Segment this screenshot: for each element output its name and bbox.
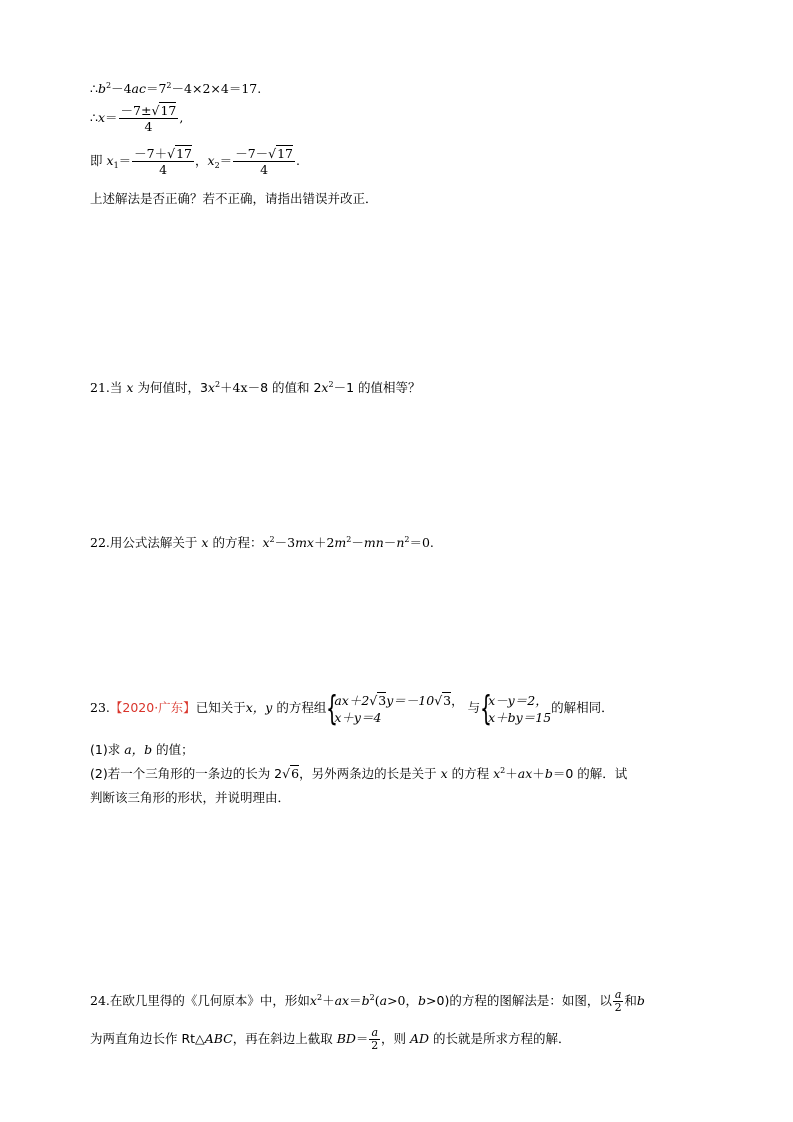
denominator: 4 bbox=[144, 119, 153, 134]
text: －1 的值相等？ bbox=[333, 380, 421, 395]
text: ＋ bbox=[505, 766, 518, 781]
text: － bbox=[351, 535, 364, 550]
text: －8 的值和 2 bbox=[247, 380, 322, 395]
exponent: 2 bbox=[369, 993, 375, 1002]
var-ax: ax bbox=[517, 766, 533, 781]
question-21 bbox=[90, 380, 421, 396]
text: 即 bbox=[90, 153, 103, 168]
text: ，则 bbox=[381, 1031, 407, 1046]
root2-fraction bbox=[233, 146, 295, 177]
text: ＋ bbox=[532, 766, 545, 781]
numerator: a bbox=[371, 1026, 378, 1039]
text: ， bbox=[195, 153, 208, 168]
var-ax: ax bbox=[334, 993, 350, 1008]
text: >0， bbox=[387, 993, 418, 1008]
x-formula-line bbox=[90, 103, 183, 134]
text: , bbox=[179, 110, 184, 125]
text: (1)求 bbox=[90, 742, 121, 757]
var-x: x bbox=[240, 380, 248, 395]
text: ＝ bbox=[349, 993, 362, 1008]
denominator: 4 bbox=[159, 162, 168, 177]
text: ＝ bbox=[105, 110, 118, 125]
text: ＝0. bbox=[409, 535, 434, 550]
sqrt: √6 bbox=[282, 766, 300, 781]
question-23-part-2-continued: 判断该三角形的形状，并说明理由． bbox=[90, 790, 291, 805]
radicand: 17 bbox=[277, 146, 294, 161]
text: ＝7 bbox=[145, 81, 167, 96]
a-over-2-fraction bbox=[613, 989, 624, 1014]
text: . bbox=[296, 153, 300, 168]
text: 的解相同． bbox=[551, 700, 614, 715]
question-24-line-1 bbox=[90, 984, 645, 1018]
question-20-prompt: 上述解法是否正确？若不正确，请指出错误并改正． bbox=[90, 191, 378, 206]
var-x: x bbox=[262, 535, 270, 550]
denominator: 4 bbox=[260, 162, 269, 177]
text: 为两直角边长作 Rt△ bbox=[90, 1031, 205, 1046]
exponent: 2 bbox=[105, 81, 112, 90]
radicand: 17 bbox=[160, 103, 177, 118]
text: ＝ bbox=[219, 153, 233, 168]
question-22 bbox=[90, 535, 434, 551]
numerator-text: －7± bbox=[120, 103, 152, 118]
brace-icon: { bbox=[480, 688, 493, 729]
denominator: 2 bbox=[371, 1039, 379, 1052]
sqrt: √17 bbox=[151, 103, 177, 118]
text: 的方程 bbox=[451, 766, 490, 781]
var-mx: mx bbox=[295, 535, 314, 550]
equation-system-2 bbox=[480, 688, 552, 729]
text: 在欧几里得的《几何原本》中，形如 bbox=[109, 993, 310, 1008]
var-ad: AD bbox=[410, 1031, 430, 1046]
text: 的方程： bbox=[212, 535, 263, 550]
question-number: 24. bbox=[90, 993, 110, 1008]
var-x: x bbox=[207, 380, 215, 395]
var-ac: ac bbox=[131, 81, 146, 96]
question-23-part-2 bbox=[90, 766, 627, 782]
text: ＋2 bbox=[313, 535, 335, 550]
var-b: b bbox=[97, 81, 106, 96]
text: ＋ bbox=[322, 993, 335, 1008]
var-n: n bbox=[396, 535, 405, 550]
brace-icon: { bbox=[326, 688, 339, 729]
var-abc: ABC bbox=[204, 1031, 233, 1046]
var-x: x bbox=[440, 766, 448, 781]
var-x: x bbox=[97, 110, 106, 125]
equation-system-1 bbox=[326, 688, 464, 729]
text: ，另外两条边的长是关于 bbox=[299, 766, 437, 781]
text: ＋4 bbox=[220, 380, 241, 395]
discriminant-line bbox=[90, 81, 261, 97]
a-over-2-fraction bbox=[369, 1027, 380, 1052]
text: 和 bbox=[624, 993, 637, 1008]
exponent: 2 bbox=[166, 81, 172, 90]
subscript: 2 bbox=[214, 161, 220, 170]
question-number: 22. bbox=[90, 535, 110, 550]
roots-line bbox=[90, 146, 300, 177]
text: (2)若一个三角形的一条边的长为 2 bbox=[90, 766, 283, 781]
therefore-symbol: ∴ bbox=[90, 81, 98, 96]
denominator: 2 bbox=[614, 1001, 622, 1014]
text: － bbox=[383, 535, 397, 550]
var-b: b bbox=[361, 993, 370, 1008]
var-b: b bbox=[544, 766, 553, 781]
exponent: 2 bbox=[328, 380, 334, 389]
radicand: 17 bbox=[176, 146, 192, 161]
var-x: x bbox=[126, 380, 134, 395]
text: 与 bbox=[467, 700, 481, 715]
var-b: b bbox=[418, 993, 427, 1008]
text: 用公式法解关于 bbox=[109, 535, 198, 550]
var-xy: x，y bbox=[245, 700, 273, 715]
sqrt: √17 bbox=[268, 146, 294, 161]
text: ，再在斜边上截取 bbox=[232, 1031, 333, 1046]
question-number: 21. bbox=[90, 380, 110, 395]
var-bd: BD bbox=[336, 1031, 356, 1046]
var-x: x bbox=[201, 535, 209, 550]
text: －4 bbox=[111, 81, 132, 96]
exponent: 2 bbox=[404, 535, 410, 544]
text: 为何值时，3 bbox=[137, 380, 208, 395]
var-mn: mn bbox=[363, 535, 384, 550]
text: －3 bbox=[274, 535, 296, 550]
text: 的值； bbox=[156, 742, 194, 757]
system1-eq1: ax＋2√3y＝－10√3， bbox=[334, 692, 464, 708]
text: ＝ bbox=[355, 1031, 369, 1046]
var-b: b bbox=[636, 993, 645, 1008]
var-x: x bbox=[493, 766, 501, 781]
text: －4×2×4＝17. bbox=[171, 81, 262, 96]
system1-eq2: x＋y＝4 bbox=[334, 709, 382, 725]
var-x: x bbox=[207, 153, 215, 168]
question-number: 23. bbox=[90, 700, 110, 715]
text: 已知关于 bbox=[195, 700, 246, 715]
numerator-text: －7－ bbox=[235, 146, 269, 161]
sqrt: √17 bbox=[167, 146, 192, 161]
numerator-text: －7＋ bbox=[134, 146, 168, 161]
question-23-part-1 bbox=[90, 742, 194, 758]
exponent: 2 bbox=[316, 993, 323, 1002]
text: 当 bbox=[109, 380, 123, 395]
root1-fraction bbox=[132, 146, 194, 177]
subscript: 1 bbox=[113, 161, 119, 170]
therefore-symbol: ∴ bbox=[90, 110, 98, 125]
var-x: x bbox=[309, 993, 317, 1008]
root-fraction bbox=[119, 103, 179, 134]
text: >0)的方程的图解法是：如图，以 bbox=[426, 993, 612, 1008]
var-m: m bbox=[334, 535, 347, 550]
system2-eq1: x－y＝2， bbox=[488, 692, 548, 708]
numerator: a bbox=[614, 988, 622, 1001]
text: 的长就是所求方程的解． bbox=[433, 1031, 571, 1046]
exponent: 2 bbox=[500, 766, 506, 775]
exponent: 2 bbox=[214, 380, 221, 389]
system2-eq2: x＋by＝15 bbox=[488, 709, 552, 725]
question-23 bbox=[90, 688, 614, 728]
question-24-line-2 bbox=[90, 1022, 571, 1056]
source-tag: 【2020·广东】 bbox=[109, 700, 196, 715]
text: ＝ bbox=[118, 153, 132, 168]
var-a: a bbox=[379, 993, 388, 1008]
exponent: 2 bbox=[269, 535, 275, 544]
text: ( bbox=[374, 993, 380, 1008]
var-x: x bbox=[106, 153, 114, 168]
exponent: 2 bbox=[346, 535, 352, 544]
var-x: x bbox=[321, 380, 329, 395]
text: ＝0 的解．试 bbox=[552, 766, 628, 781]
var-ab: a，b bbox=[124, 742, 153, 757]
text: 的方程组 bbox=[276, 700, 327, 715]
